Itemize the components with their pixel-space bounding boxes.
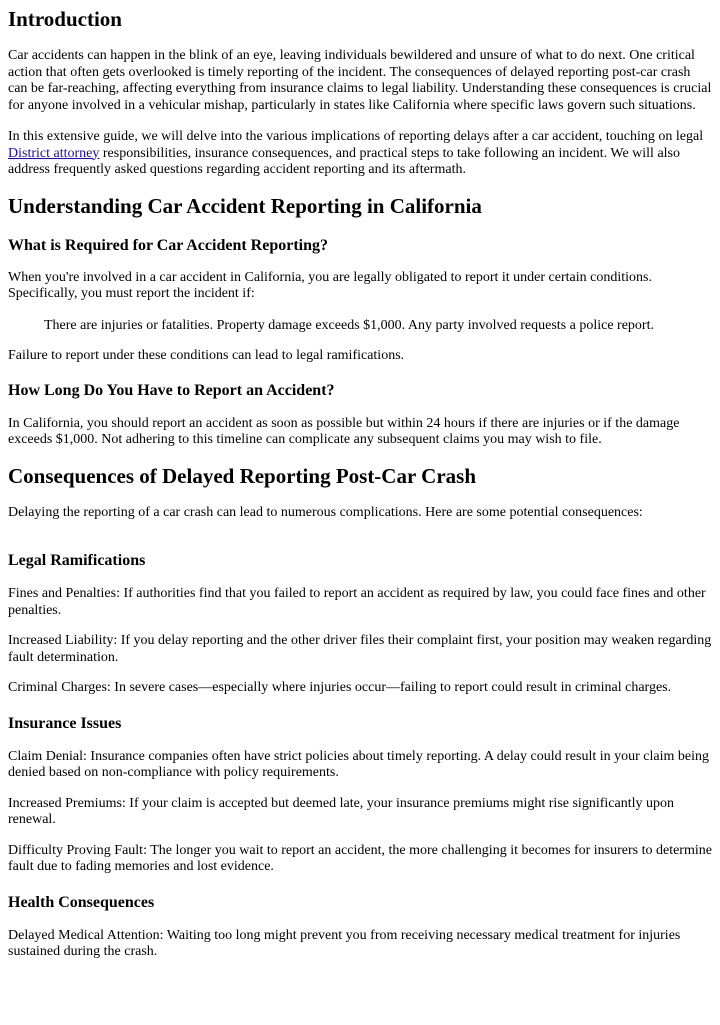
how-long-heading: How Long Do You Have to Report an Accident?: [8, 381, 335, 399]
insurance-item-premiums: Increased Premiums: If your claim is accepted but deemed late, your insurance premiums might rise significantly upon renewal.: [8, 795, 674, 827]
insurance-item-claim-denial: Claim Denial: Insurance companies often have strict policies about timely reporting. A delay could result in your claim being denied based on non-compliance with policy requirements.: [8, 748, 709, 780]
intro-paragraph-2-text-start: In this extensive guide, we will delve into the various implications of reporting delays after a car accident, touching on legal: [8, 129, 704, 144]
reporting-conditions: There are injuries or fatalities. Property damage exceeds $1,000. Any party involved requests a police report.: [44, 317, 654, 333]
insurance-heading: Insurance Issues: [8, 714, 122, 732]
understanding-heading: Understanding Car Accident Reporting in California: [8, 193, 482, 218]
legal-heading: Legal Ramifications: [8, 552, 146, 569]
required-heading: What is Required for Car Accident Reporting?: [8, 236, 328, 254]
district-attorney-link[interactable]: District attorney: [8, 145, 100, 161]
intro-paragraph-2-text-end: responsibilities, insurance consequences, and practical steps to take following an incident. We will also address frequently asked questions regarding accident reporting and its aftermath.: [8, 145, 680, 177]
insurance-item-fault: Difficulty Proving Fault: The longer you wait to report an accident, the more challenging it becomes for insurers to determine fault due to fading memories and lost evidence.: [8, 842, 712, 874]
intro-heading: Introduction: [8, 7, 122, 31]
intro-paragraph-2: [8, 129, 712, 179]
legal-item-criminal: Criminal Charges: In severe cases—especially where injuries occur—failing to report could result in criminal charges.: [8, 680, 672, 695]
consequences-intro: Delaying the reporting of a car crash can lead to numerous complications. Here are some potential consequences:: [8, 504, 643, 520]
legal-item-fines: Fines and Penalties: If authorities find that you failed to report an accident as required by law, you could face fines and other penalties.: [8, 586, 706, 618]
how-long-paragraph: In California, you should report an accident as soon as possible but within 24 hours if there are injuries or if the damage exceeds $1,000. Not adhering to this timeline can complicate any subsequent claims you may wish to file.: [8, 415, 680, 447]
article: [0, 7, 720, 961]
health-heading: Health Consequences: [8, 893, 155, 911]
intro-paragraph-1: Car accidents can happen in the blink of an eye, leaving individuals bewildered and unsure of what to do next. One critical action that often gets overlooked is timely reporting of the incident. The consequences of delayed reporting post-car crash can be far-reaching, affecting everything from insurance claims to legal liability. Understanding these consequences is crucial for anyone involved in a vehicular mishap, particularly in states like California where specific laws govern such situations.: [8, 48, 712, 113]
consequences-heading: Consequences of Delayed Reporting Post-Car Crash: [8, 463, 476, 488]
required-paragraph: When you're involved in a car accident in California, you are legally obligated to report it under certain conditions. Specifically, you must report the incident if:: [8, 269, 652, 301]
failure-paragraph: Failure to report under these conditions can lead to legal ramifications.: [8, 348, 405, 363]
legal-item-liability: Increased Liability: If you delay reporting and the other driver files their complaint first, your position may weaken regarding fault determination.: [8, 633, 712, 665]
health-item-medical: Delayed Medical Attention: Waiting too long might prevent you from receiving necessary medical treatment for injuries sustained during the crash.: [8, 927, 681, 959]
